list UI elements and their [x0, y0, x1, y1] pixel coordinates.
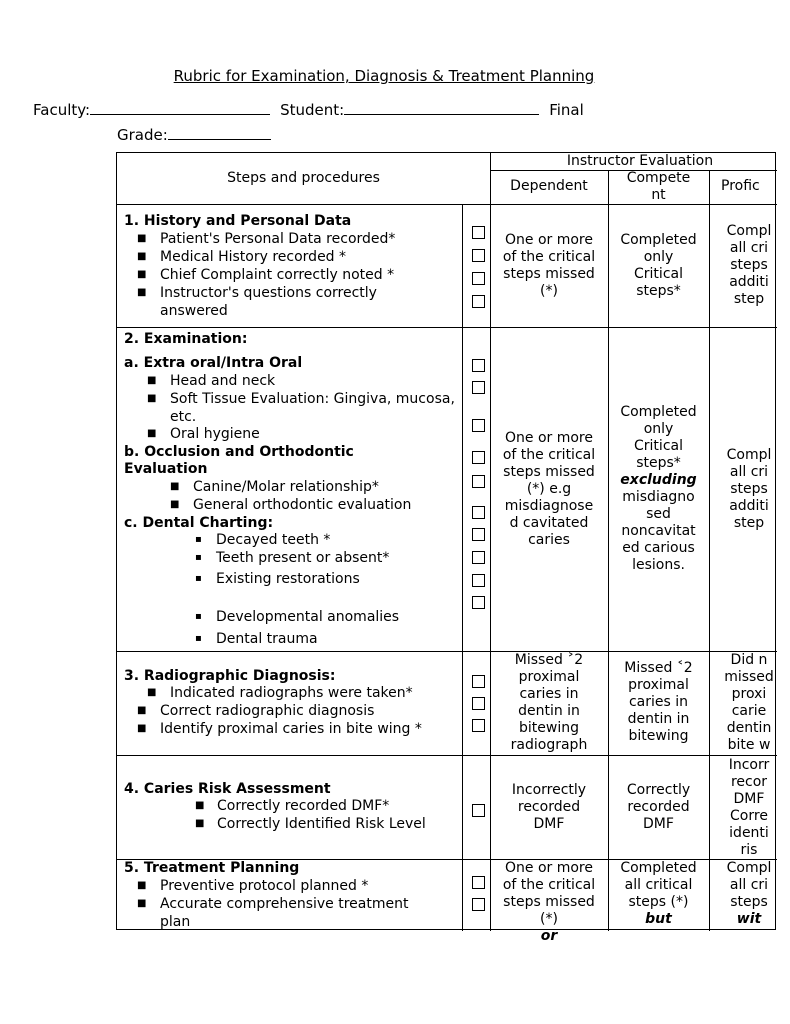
bullet-icon: ▪ [195, 534, 202, 545]
bullet-icon: ▪ [195, 552, 202, 563]
list-item: Accurate comprehensive treatment [160, 896, 409, 912]
checkbox[interactable] [472, 451, 485, 464]
section-2-proficient: Compl all cri steps additi step [726, 447, 772, 531]
section-3-competent: Missed ˂2 proximal caries in dentin in bitewing [624, 660, 693, 744]
row-divider-header [117, 204, 777, 205]
section-1-dependent: One or more of the critical steps missed (*) [502, 232, 596, 299]
list-item: Correctly Identified Risk Level [217, 816, 426, 832]
grade-line [117, 125, 271, 144]
instructor-evaluation-header: Instructor Evaluation [566, 153, 714, 169]
bullet-icon: ▪ [195, 611, 202, 622]
grade-blank[interactable] [168, 125, 271, 140]
bullet-icon: ■ [137, 723, 147, 734]
checkbox[interactable] [472, 475, 485, 488]
final-label: Final [549, 101, 584, 119]
checkbox[interactable] [472, 419, 485, 432]
bullet-icon: ■ [170, 499, 180, 510]
checkbox[interactable] [472, 876, 485, 889]
list-item: Patient's Personal Data recorded* [160, 231, 396, 247]
section-4-dependent: Incorrectly recorded DMF [511, 782, 587, 832]
bullet-icon: ■ [137, 898, 147, 909]
checkbox[interactable] [472, 719, 485, 732]
row-divider-3 [117, 755, 777, 756]
list-item-continued: plan [160, 914, 191, 930]
bullet-icon: ■ [195, 800, 205, 811]
list-item: Existing restorations [216, 571, 360, 587]
checkbox[interactable] [472, 697, 485, 710]
checkbox[interactable] [472, 226, 485, 239]
student-blank[interactable] [344, 100, 539, 115]
list-item: Developmental anomalies [216, 609, 400, 625]
checkbox[interactable] [472, 272, 485, 285]
bullet-icon: ■ [147, 687, 157, 698]
page-title: Rubric for Examination, Diagnosis & Treatment Planning [173, 67, 595, 85]
section-3-title: 3. Radiographic Diagnosis: [124, 668, 336, 684]
section-5-dependent: One or more of the critical steps missed (*) or [502, 860, 596, 944]
checkbox[interactable] [472, 359, 485, 372]
bullet-icon: ■ [137, 233, 147, 244]
list-item: Correctly recorded DMF* [217, 798, 390, 814]
bullet-icon: ■ [147, 428, 157, 439]
bullet-icon: ▪ [195, 573, 202, 584]
checkbox[interactable] [472, 551, 485, 564]
bullet-icon: ▪ [195, 633, 202, 644]
bullet-icon: ■ [137, 269, 147, 280]
row-divider-2 [117, 651, 777, 652]
section-3-dependent: Missed ˃2 proximal caries in dentin in bitewing radiograph [510, 652, 588, 753]
bullet-icon: ■ [137, 251, 147, 262]
competent-header-2: nt [651, 187, 666, 203]
checkbox[interactable] [472, 295, 485, 308]
header-fields-line [33, 100, 584, 119]
list-item: Teeth present or absent* [216, 550, 390, 566]
bullet-icon: ■ [137, 705, 147, 716]
bullet-icon: ■ [195, 818, 205, 829]
proficient-header: Profic [721, 178, 760, 194]
checkbox[interactable] [472, 804, 485, 817]
rubric-table [116, 152, 776, 944]
section-5-competent: Completed all critical steps (*) but [620, 860, 697, 927]
list-item: Oral hygiene [170, 426, 260, 442]
subsection-b-title: b. Occlusion and Orthodontic [124, 444, 354, 460]
bullet-icon: ■ [147, 375, 157, 386]
section-4-title: 4. Caries Risk Assessment [124, 781, 331, 797]
list-item: Head and neck [170, 373, 276, 389]
section-2-competent: Completed only Critical steps* excluding misdiagno sed noncavitat ed carious lesions. [620, 404, 697, 573]
checkbox[interactable] [472, 596, 485, 609]
section-1-title: 1. History and Personal Data [124, 213, 352, 229]
subsection-c-title: c. Dental Charting: [124, 515, 274, 531]
checkbox[interactable] [472, 249, 485, 262]
section-4-competent: Correctly recorded DMF [626, 782, 691, 832]
list-item: Correct radiographic diagnosis [160, 703, 375, 719]
steps-header: Steps and procedures [227, 170, 380, 186]
list-item-continued: etc. [170, 409, 197, 425]
list-item: Indicated radiographs were taken* [170, 685, 413, 701]
list-item: Soft Tissue Evaluation: Gingiva, mucosa, [170, 391, 455, 407]
grade-label: Grade: [117, 126, 168, 144]
subsection-a-title: a. Extra oral/Intra Oral [124, 355, 303, 371]
col-divider-checkbox [462, 204, 463, 931]
list-item-continued: answered [160, 303, 228, 319]
checkbox[interactable] [472, 381, 485, 394]
faculty-blank[interactable] [90, 100, 270, 115]
list-item: Canine/Molar relationship* [193, 479, 379, 495]
checkbox[interactable] [472, 506, 485, 519]
checkbox[interactable] [472, 675, 485, 688]
dependent-header: Dependent [510, 178, 588, 194]
section-1-proficient: Compl all cri steps additi step [726, 223, 772, 307]
list-item: Chief Complaint correctly noted * [160, 267, 395, 283]
bullet-icon: ■ [137, 880, 147, 891]
section-1-competent: Completed only Critical steps* [620, 232, 697, 299]
bullet-icon: ■ [137, 287, 147, 298]
section-3-proficient: Did n missed proxi carie dentin bite w [724, 652, 774, 753]
list-item: General orthodontic evaluation [193, 497, 412, 513]
checkbox[interactable] [472, 528, 485, 541]
bullet-icon: ■ [170, 481, 180, 492]
subsection-b-title-continued: Evaluation [124, 461, 208, 477]
competent-header-1: Compete [626, 170, 691, 186]
section-4-proficient: Incorr recor DMF Corre identi ris [728, 757, 770, 858]
section-2-dependent: One or more of the critical steps missed (*) e.g misdiagnose d cavitated caries [502, 430, 596, 548]
section-5-title: 5. Treatment Planning [124, 860, 300, 876]
list-item: Identify proximal caries in bite wing * [160, 721, 422, 737]
row-divider-1 [117, 327, 777, 328]
checkbox[interactable] [472, 898, 485, 911]
bullet-icon: ■ [147, 393, 157, 404]
list-item: Medical History recorded * [160, 249, 347, 265]
section-2-title: 2. Examination: [124, 331, 248, 347]
list-item: Instructor's questions correctly [160, 285, 377, 301]
list-item: Decayed teeth * [216, 532, 331, 548]
list-item: Preventive protocol planned * [160, 878, 369, 894]
list-item: Dental trauma [216, 631, 318, 647]
faculty-label: Faculty: [33, 101, 91, 119]
section-5-proficient: Compl all cri steps wit [726, 860, 772, 927]
checkbox[interactable] [472, 574, 485, 587]
student-label: Student: [280, 101, 345, 119]
